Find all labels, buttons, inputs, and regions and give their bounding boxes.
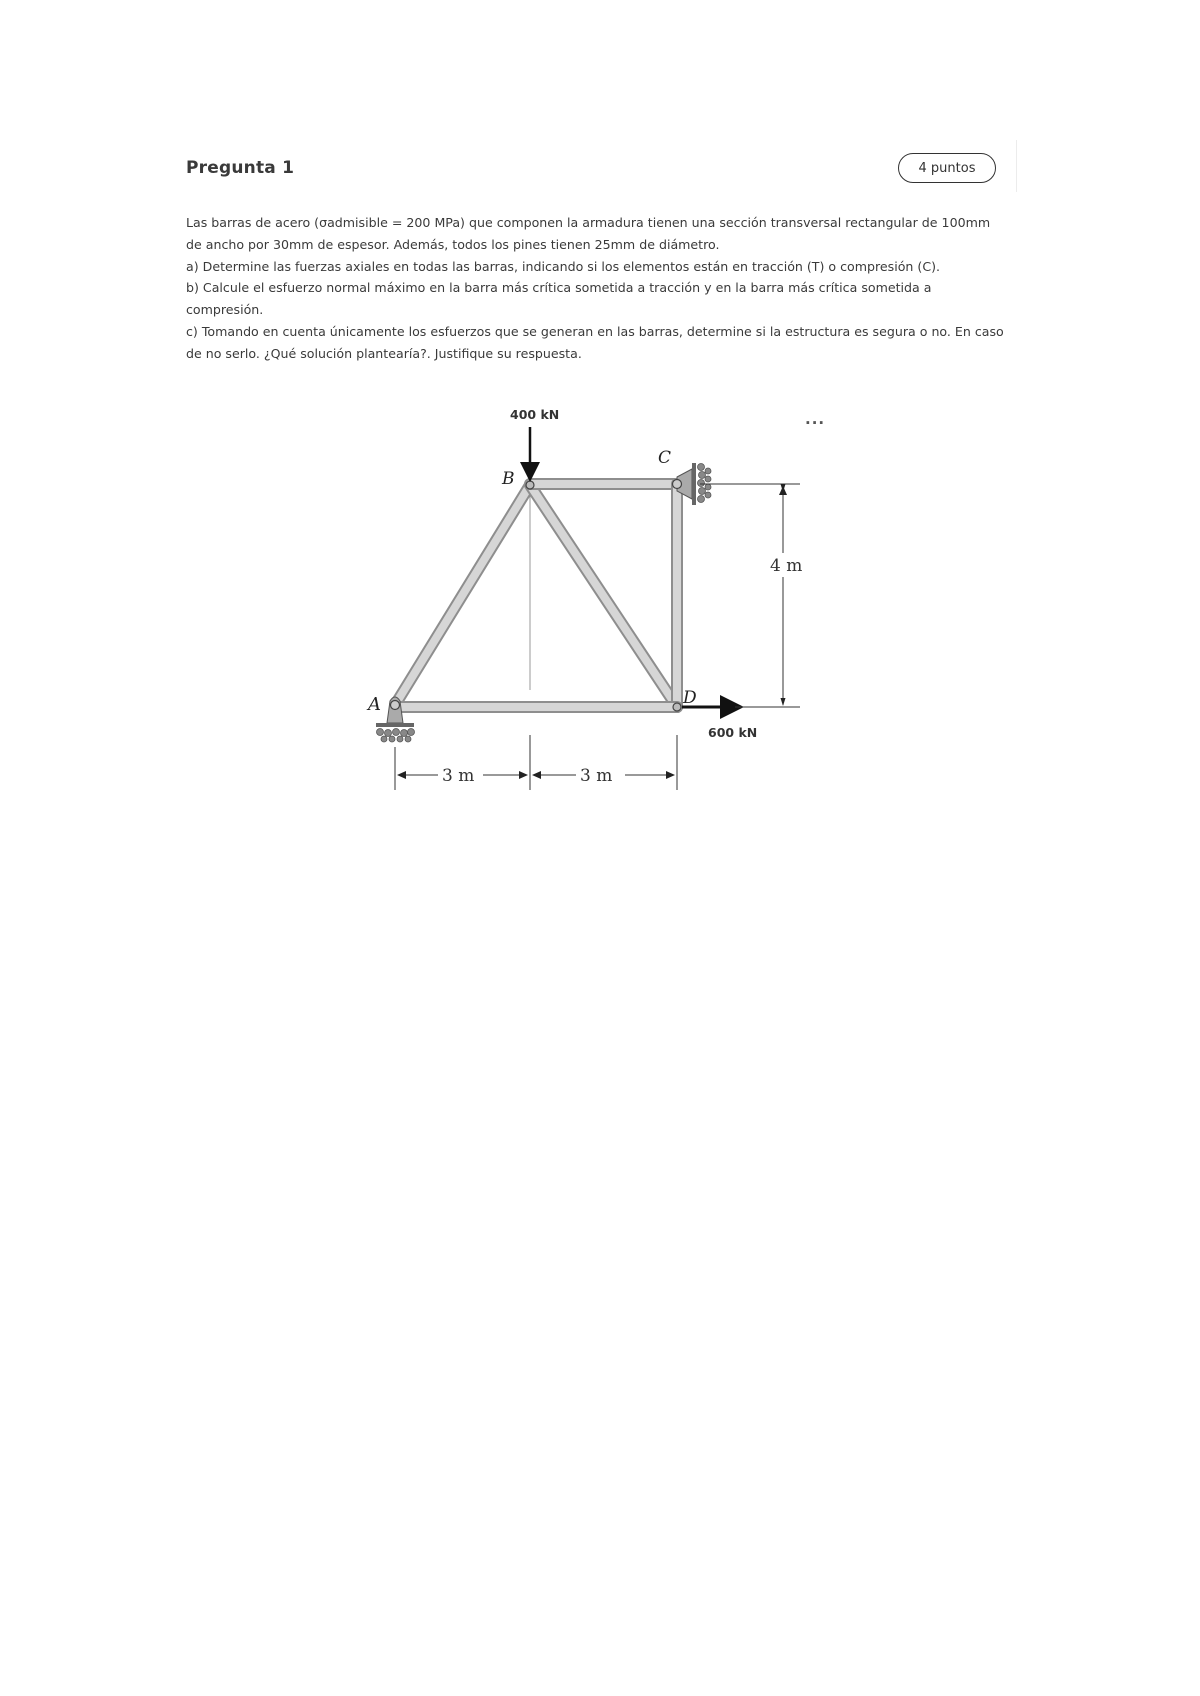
- member-ab-face: [395, 485, 530, 705]
- points-badge: 4 puntos: [898, 153, 996, 183]
- card-divider: [1016, 140, 1017, 192]
- dim-arrow-top: [779, 486, 787, 495]
- question-body: [186, 212, 1006, 365]
- node-label-c: C: [658, 448, 672, 468]
- question-part-c: c) Tomando en cuenta únicamente los esfuerzos que se generan en las barras, determine si la estructura es segura o no. En caso de no serlo. ¿Qué solución plantearía?. Justifique su respuesta.: [186, 323, 1004, 361]
- dimension-left-label: 3 m: [442, 766, 475, 786]
- dim-arrow-right-end: [666, 771, 675, 779]
- node-label-d: D: [683, 688, 697, 708]
- member-bd-face: [530, 485, 677, 707]
- load-horizontal-label: 600 kN: [708, 725, 758, 740]
- ellipsis-icon[interactable]: ...: [805, 410, 826, 428]
- pin-d: [673, 703, 681, 711]
- truss-diagram: [340, 405, 840, 805]
- wall-hatch-c: [698, 464, 712, 503]
- ground-hatch-a: [377, 729, 415, 743]
- node-label-a: A: [368, 694, 381, 715]
- dim-arrow-right-start: [532, 771, 541, 779]
- question-title: Pregunta 1: [186, 158, 295, 178]
- dim-arrow-left-start: [397, 771, 406, 779]
- question-part-b: b) Calcule el esfuerzo normal máximo en la barra más crítica sometida a tracción y en la barra más crítica sometida a compresión.: [186, 280, 932, 318]
- dimension-height: [700, 484, 803, 707]
- question-statement: Las barras de acero (σadmisible = 200 MPa) que componen la armadura tienen una sección transversal rectangular de 100mm de ancho por 30mm de espesor. Además, todos los pines tienen 25mm de diámetro.: [186, 215, 991, 252]
- dimension-right-label: 3 m: [580, 766, 613, 786]
- question-part-a: a) Determine las fuerzas axiales en todas las barras, indicando si los elementos están en tracción (T) o compresión (C).: [186, 258, 941, 274]
- dimension-height-label: 4 m: [770, 556, 803, 576]
- truss-members: [395, 484, 677, 707]
- pin-b: [526, 481, 534, 489]
- dim-arrow-left-end: [519, 771, 528, 779]
- dimension-width: [395, 735, 677, 790]
- node-label-b: B: [502, 469, 515, 489]
- load-vertical-label: 400 kN: [510, 407, 560, 422]
